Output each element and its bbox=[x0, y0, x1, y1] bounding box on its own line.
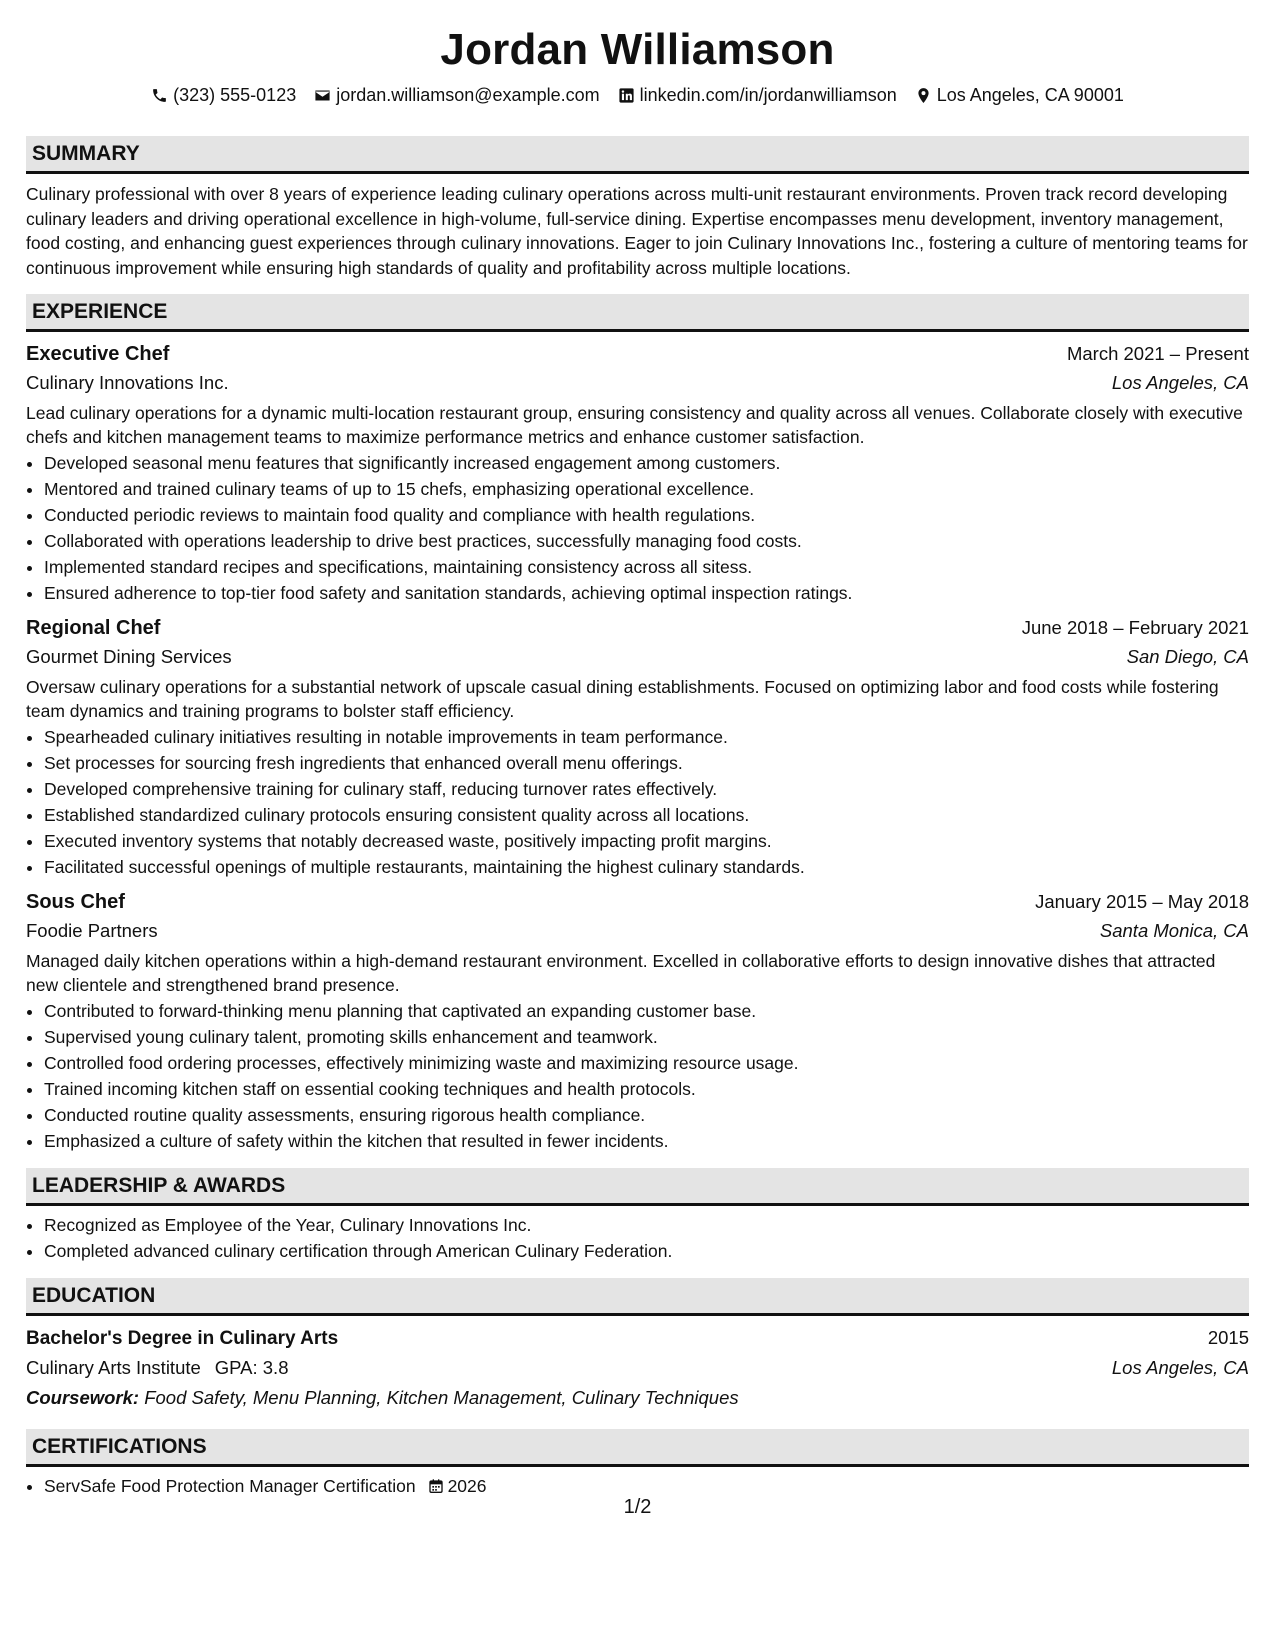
coursework-label: Coursework: bbox=[26, 1387, 140, 1408]
resume-page bbox=[26, 0, 1249, 1499]
list-item: • Emphasized a culture of safety within the kitchen that resulted in fewer incidents. bbox=[44, 1128, 1249, 1154]
job-location: San Diego, CA bbox=[1126, 646, 1249, 667]
coursework-list: Food Safety, Menu Planning, Kitchen Management, Culinary Techniques bbox=[144, 1387, 739, 1408]
envelope-icon bbox=[314, 87, 331, 104]
contact-phone bbox=[151, 85, 296, 106]
list-item: • Trained incoming kitchen staff on essential cooking techniques and health protocols. bbox=[44, 1076, 1249, 1102]
degree-title: Bachelor's Degree in Culinary Arts bbox=[26, 1328, 339, 1349]
education-heading: EDUCATION bbox=[26, 1278, 1249, 1316]
list-item: • Recognized as Employee of the Year, Culinary Innovations Inc. bbox=[44, 1212, 1249, 1238]
location-text: Los Angeles, CA 90001 bbox=[936, 84, 1124, 105]
summary-heading: SUMMARY bbox=[26, 136, 1249, 174]
list-item: • Conducted routine quality assessments, ensuring rigorous health compliance. bbox=[44, 1102, 1249, 1128]
job-location: Santa Monica, CA bbox=[1099, 920, 1249, 941]
contact-location bbox=[915, 85, 1124, 106]
job-description: Managed daily kitchen operations within a high-demand restaurant environment. Excelled in collaborative efforts to design innovative dishes that attracted new clientele and strengthened brand presence. bbox=[26, 951, 1216, 995]
job-description: Lead culinary operations for a dynamic multi-location restaurant group, ensuring consistency and quality across all venues. Collaborate closely with executive chefs and kitchen management teams to maximize performance metrics and enhance customer satisfaction. bbox=[26, 403, 1243, 447]
list-item: • Spearheaded culinary initiatives resulting in notable improvements in team performance. bbox=[44, 724, 1249, 750]
map-pin-icon bbox=[915, 87, 932, 104]
phone-icon bbox=[151, 87, 168, 104]
list-item: • Collaborated with operations leadership to drive best practices, successfully managing food costs. bbox=[44, 528, 1249, 554]
contact-bar bbox=[26, 82, 1249, 108]
experience-heading: EXPERIENCE bbox=[26, 294, 1249, 332]
school-name: Culinary Arts Institute bbox=[26, 1357, 201, 1378]
list-item: • Developed comprehensive training for culinary staff, reducing turnover rates effectively. bbox=[44, 776, 1249, 802]
job-company: Foodie Partners bbox=[26, 920, 158, 941]
list-item: • Conducted periodic reviews to maintain food quality and compliance with health regulations. bbox=[44, 502, 1249, 528]
list-item: • Supervised young culinary talent, promoting skills enhancement and teamwork. bbox=[44, 1024, 1249, 1050]
list-item: • Controlled food ordering processes, effectively minimizing waste and maximizing resource usage. bbox=[44, 1050, 1249, 1076]
job-entry bbox=[26, 614, 1249, 880]
job-title: Sous Chef bbox=[26, 891, 125, 913]
candidate-name: Jordan Williamson bbox=[440, 25, 835, 74]
school-location: Los Angeles, CA bbox=[1111, 1357, 1249, 1378]
job-dates: March 2021 – Present bbox=[1066, 343, 1249, 364]
list-item: • Set processes for sourcing fresh ingredients that enhanced overall menu offerings. bbox=[44, 750, 1249, 776]
list-item: • Completed advanced culinary certification through American Culinary Federation. bbox=[44, 1238, 1249, 1264]
certifications-heading: CERTIFICATIONS bbox=[26, 1429, 1249, 1467]
coursework bbox=[26, 1383, 1249, 1413]
job-company: Gourmet Dining Services bbox=[26, 646, 232, 667]
job-entry bbox=[26, 340, 1249, 606]
job-entry bbox=[26, 888, 1249, 1154]
job-bullets bbox=[26, 724, 1249, 880]
job-dates: January 2015 – May 2018 bbox=[1035, 891, 1249, 912]
contact-linkedin[interactable] bbox=[618, 85, 897, 106]
list-item: • Ensured adherence to top-tier food safety and sanitation standards, achieving optimal inspection ratings. bbox=[44, 580, 1249, 606]
job-title: Executive Chef bbox=[26, 343, 170, 365]
school-line bbox=[26, 1353, 289, 1382]
gpa: GPA: 3.8 bbox=[214, 1357, 289, 1378]
linkedin-text: linkedin.com/in/jordanwilliamson bbox=[639, 84, 897, 105]
list-item: • Mentored and trained culinary teams of up to 15 chefs, emphasizing operational excellence. bbox=[44, 476, 1249, 502]
graduation-year: 2015 bbox=[1207, 1327, 1249, 1348]
list-item: • Developed seasonal menu features that significantly increased engagement among customers. bbox=[44, 450, 1249, 476]
education-entry bbox=[26, 1324, 1249, 1413]
job-title: Regional Chef bbox=[26, 617, 161, 639]
list-item: • Facilitated successful openings of multiple restaurants, maintaining the highest culinary standards. bbox=[44, 854, 1249, 880]
phone-text: (323) 555-0123 bbox=[173, 84, 297, 105]
job-dates: June 2018 – February 2021 bbox=[1021, 617, 1249, 638]
certification-name: • ServSafe Food Protection Manager Certification bbox=[44, 1476, 416, 1496]
leadership-heading: LEADERSHIP & AWARDS bbox=[26, 1168, 1249, 1206]
list-item: • Established standardized culinary protocols ensuring consistent quality across all locations. bbox=[44, 802, 1249, 828]
job-location: Los Angeles, CA bbox=[1111, 372, 1249, 393]
certification-year: 2026 bbox=[447, 1476, 487, 1496]
list-item: • Contributed to forward-thinking menu planning that captivated an expanding customer base. bbox=[44, 998, 1249, 1024]
email-text: jordan.williamson@example.com bbox=[336, 84, 600, 105]
summary-text: Culinary professional with over 8 years of experience leading culinary operations across multi-unit restaurant environments. Proven track record developing culinary leaders and driving operational excellence in high-volume, full-service dining. Expertise encompasses menu development, inventory management, food costing, and enhancing guest experiences through culinary innovations. Eager to join Culinary Innovations Inc., fostering a culture of mentoring teams for continuous improvement while ensuring high standards of quality and profitability across multiple locations. bbox=[26, 184, 1248, 278]
job-bullets bbox=[26, 450, 1249, 606]
job-bullets bbox=[26, 998, 1249, 1154]
contact-email[interactable] bbox=[314, 85, 599, 106]
page-number: 1/2 bbox=[623, 1496, 652, 1518]
leadership-list bbox=[26, 1212, 1249, 1264]
job-description: Oversaw culinary operations for a substantial network of upscale casual dining establishments. Focused on optimizing labor and food costs while fostering team dynamics and training programs to bolster staff efficiency. bbox=[26, 677, 1219, 721]
list-item: • Implemented standard recipes and specifications, maintaining consistency across all sitess. bbox=[44, 554, 1249, 580]
job-company: Culinary Innovations Inc. bbox=[26, 372, 229, 393]
list-item: • Executed inventory systems that notably decreased waste, positively impacting profit margins. bbox=[44, 828, 1249, 854]
calendar-icon bbox=[428, 1478, 444, 1494]
linkedin-icon bbox=[618, 87, 635, 104]
